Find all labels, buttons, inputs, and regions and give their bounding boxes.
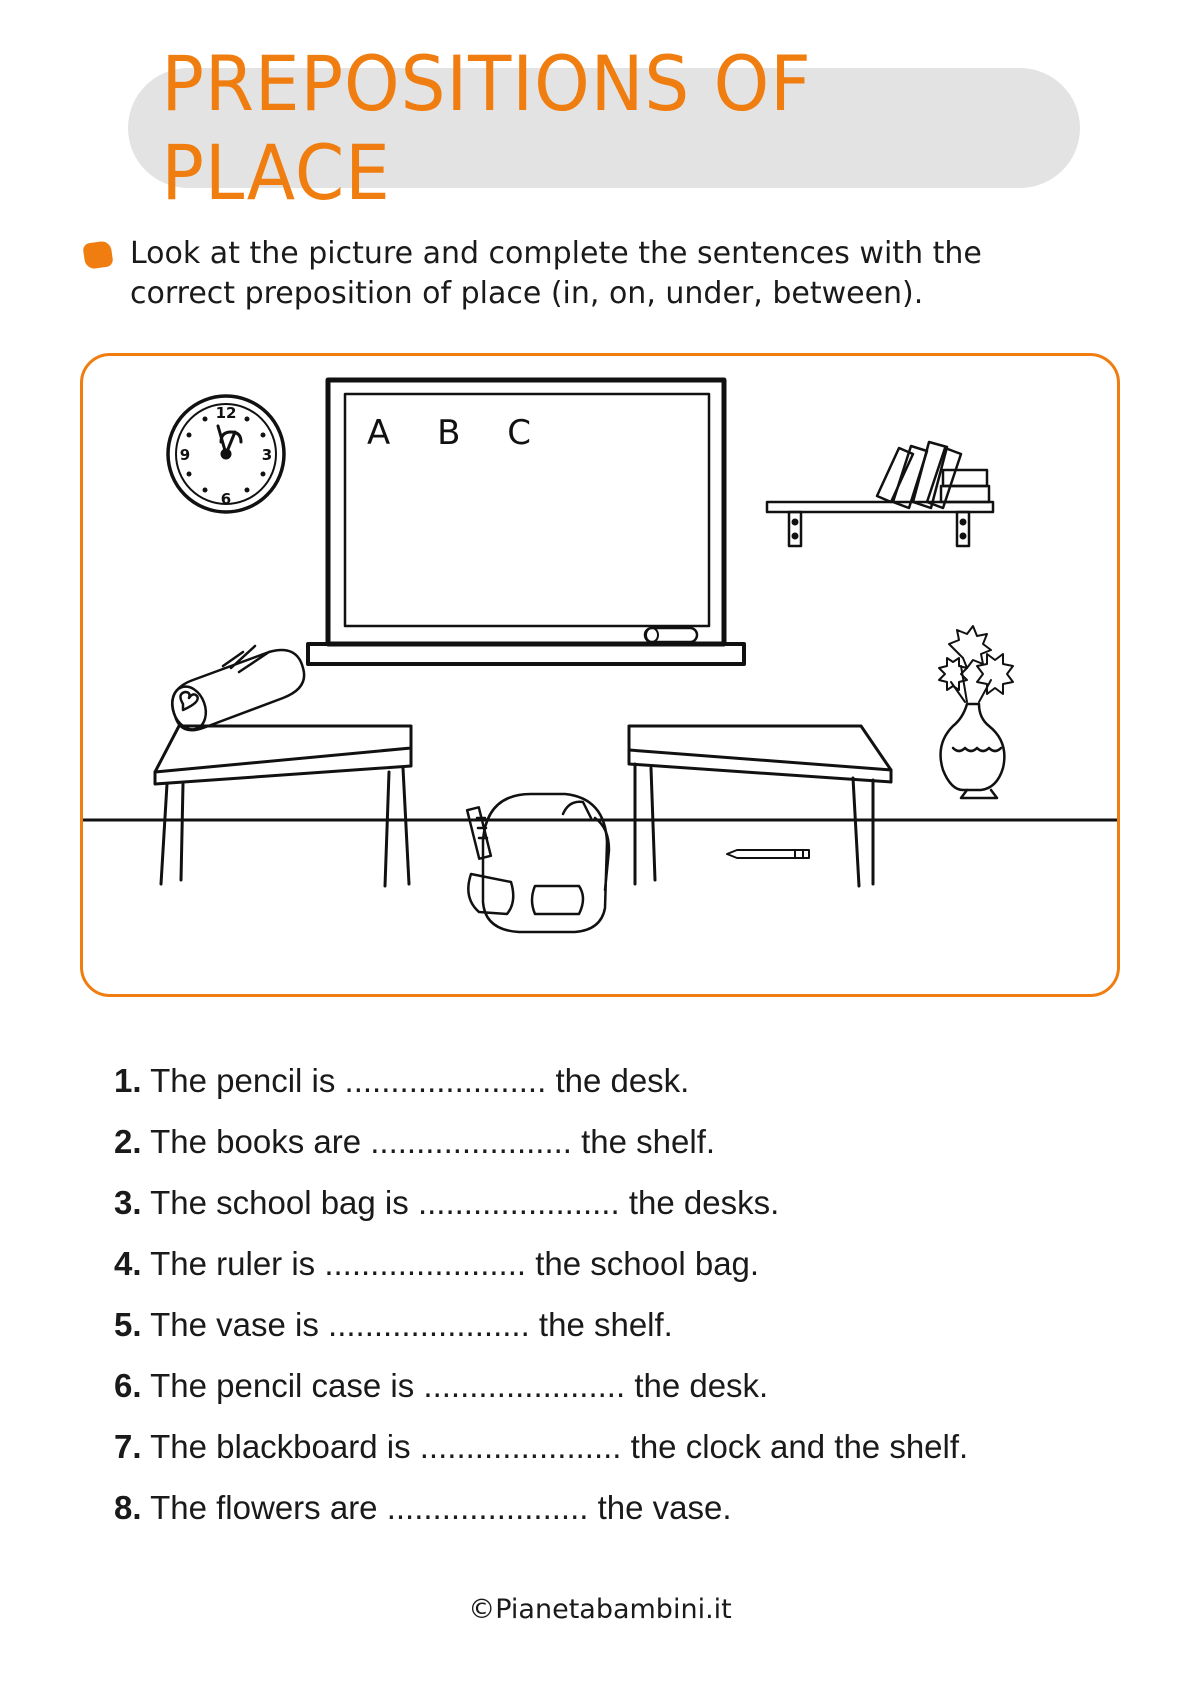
answer-blank: ...................... <box>419 1428 622 1465</box>
answer-blank: ...................... <box>370 1123 572 1160</box>
sentence-1 <box>114 1050 1114 1111</box>
instruction-line-2: correct preposition of place (in, on, under, between). <box>130 276 924 311</box>
books-icon <box>877 442 989 508</box>
sentence-start: The pencil is <box>150 1062 336 1099</box>
sentence-start: The school bag is <box>150 1184 409 1221</box>
vase-icon <box>941 704 1005 798</box>
flowers-icon <box>939 626 1013 702</box>
instruction <box>84 234 1104 314</box>
classroom-picture <box>80 353 1120 997</box>
sentence-end: the desk. <box>634 1367 769 1404</box>
sentence-end: the shelf. <box>538 1306 673 1343</box>
sentence-start: The blackboard is <box>150 1428 411 1465</box>
sentence-8 <box>114 1477 1114 1538</box>
desk-left-icon <box>155 726 411 886</box>
answer-blank: ...................... <box>423 1367 626 1404</box>
sentence-number: 8. <box>114 1489 142 1526</box>
sentence-number: 3. <box>114 1184 142 1221</box>
clock-number-6: 6 <box>220 490 232 508</box>
sentence-end: the vase. <box>597 1489 732 1526</box>
sentence-number: 7. <box>114 1428 142 1465</box>
sentence-number: 1. <box>114 1062 142 1099</box>
sentence-start: The pencil case is <box>150 1367 415 1404</box>
answer-blank: ...................... <box>386 1489 589 1526</box>
sentence-end: the shelf. <box>581 1123 716 1160</box>
page-title: PREPOSITIONS OF PLACE <box>161 39 812 217</box>
answer-blank: ...................... <box>344 1062 547 1099</box>
sentence-number: 5. <box>114 1306 142 1343</box>
sentence-start: The books are <box>150 1123 362 1160</box>
sentence-start: The flowers are <box>150 1489 378 1526</box>
copyright-footer: ©Pianetabambini.it <box>468 1594 732 1625</box>
sentence-2 <box>114 1111 1114 1172</box>
sentence-end: the desks. <box>628 1184 780 1221</box>
answer-blank: ...................... <box>417 1184 620 1221</box>
sentence-start: The vase is <box>150 1306 319 1343</box>
school-bag-icon <box>467 794 609 932</box>
instruction-text <box>130 234 982 314</box>
classroom-illustration <box>83 356 1120 997</box>
instruction-line-1: Look at the picture and complete the sentences with the <box>130 236 982 271</box>
sentence-6 <box>114 1355 1114 1416</box>
answer-blank: ...................... <box>328 1306 530 1343</box>
clock-number-12: 12 <box>215 404 237 422</box>
sentence-4 <box>114 1233 1114 1294</box>
sentence-end: the clock and the shelf. <box>630 1428 969 1465</box>
sentence-number: 4. <box>114 1245 142 1282</box>
sentence-list <box>114 1050 1114 1538</box>
desk-right-icon <box>629 726 891 886</box>
sentence-number: 6. <box>114 1367 142 1404</box>
pencil-icon <box>727 850 809 858</box>
sentence-start: The ruler is <box>150 1245 316 1282</box>
bullet-icon <box>82 240 113 270</box>
sentence-5 <box>114 1294 1114 1355</box>
shelf-icon <box>767 502 993 546</box>
answer-blank: ...................... <box>324 1245 527 1282</box>
sentence-number: 2. <box>114 1123 142 1160</box>
clock-number-9: 9 <box>179 446 191 464</box>
title-banner <box>128 39 1080 217</box>
pencil-case-icon <box>166 646 304 734</box>
sentence-end: the school bag. <box>535 1245 760 1282</box>
sentence-end: the desk. <box>555 1062 690 1099</box>
sentence-7 <box>114 1416 1114 1477</box>
blackboard-text: A B C <box>367 413 549 453</box>
sentence-3 <box>114 1172 1114 1233</box>
clock-number-3: 3 <box>261 446 273 464</box>
